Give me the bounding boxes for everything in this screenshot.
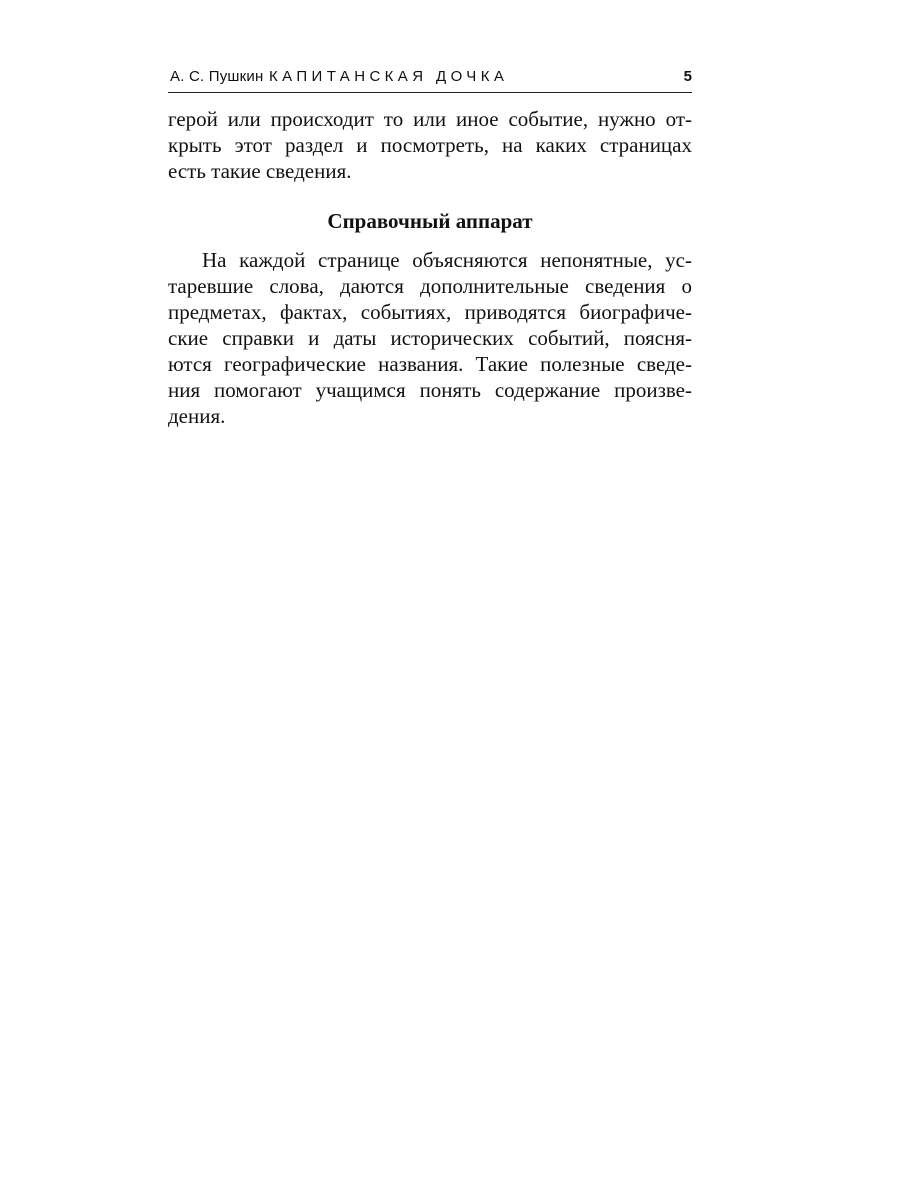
text-line: крыть этот раздел и посмотреть, на каких страницах (168, 133, 692, 157)
text-line: дения. (168, 404, 226, 428)
text-line: таревшие слова, даются дополнительные сведения о (168, 274, 692, 298)
text-line: есть такие сведения. (168, 159, 352, 183)
text-line: ния помогают учащимся понять содержание произве- (168, 378, 692, 402)
paragraph-reference-apparatus (168, 247, 692, 429)
header-book-title: КАПИТАНСКАЯ ДОЧКА (269, 68, 509, 85)
text-line: На каждой странице объясняются непонятные, ус- (202, 248, 692, 272)
text-line: предметах, фактах, событиях, приводятся биографиче- (168, 300, 692, 324)
text-line: ские справки и даты исторических событий, поясня- (168, 326, 692, 350)
section-heading: Справочный аппарат (327, 209, 533, 233)
text-line: ются географические названия. Такие полезные сведе- (168, 352, 692, 376)
page-number: 5 (683, 68, 692, 85)
header-author: А. С. Пушкин (170, 68, 264, 85)
running-header (168, 66, 692, 90)
text-line: герой или происходит то или иное событие, нужно от- (168, 107, 692, 131)
header-divider (168, 92, 692, 93)
paragraph-continuation (168, 106, 692, 184)
